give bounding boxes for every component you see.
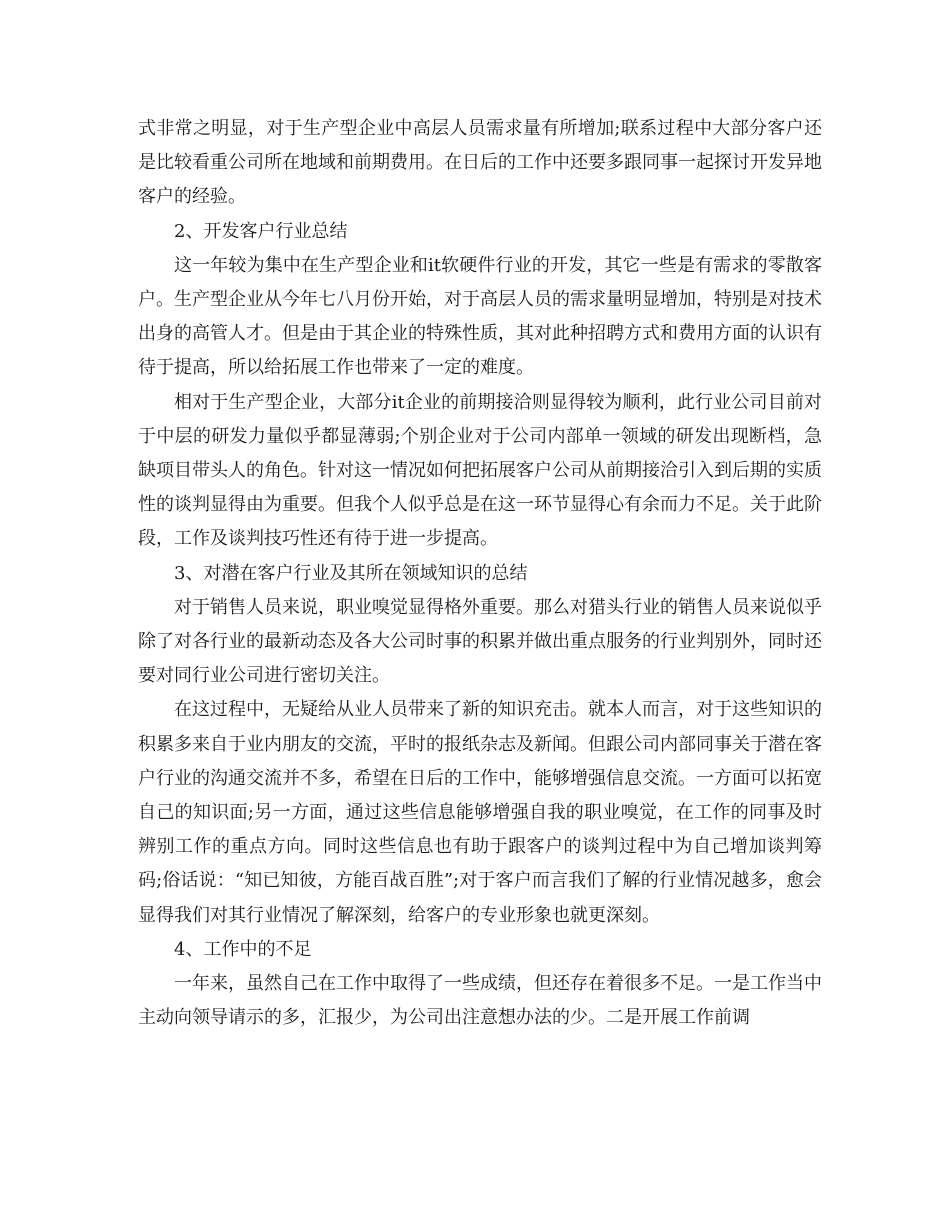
section-heading-2: 2、开发客户行业总结 xyxy=(174,220,348,242)
paragraph-continuation: 式非常之明显，对于生产型企业中高层人员需求量有所增加;联系过程中大部分客户还是比较看重公司所在地域和前期费用。在日后的工作中还要多跟同事一起探讨开发异地客户的经验。 xyxy=(138,118,822,208)
section-heading-4: 4、工作中的不足 xyxy=(174,938,312,960)
paragraph-industry-1: 这一年较为集中在生产型企业和it软硬件行业的开发，其它一些是有需求的零散客户。生产型企业从今年七八月份开始，对于高层人员的需求量明显增加，特别是对技术出身的高管人才。但是由于其企业的特殊性质，其对此种招聘方式和费用方面的认识有待于提高，所以给拓展工作也带来了一定的难度。 xyxy=(138,254,822,379)
section-heading-3: 3、对潜在客户行业及其所在领域知识的总结 xyxy=(174,562,528,584)
document-body xyxy=(138,112,822,1035)
paragraph-knowledge-1: 对于销售人员来说，职业嗅觉显得格外重要。那么对猎头行业的销售人员来说似乎除了对各行业的最新动态及各大公司时事的积累并做出重点服务的行业判别外，同时还要对同行业公司进行密切关注。 xyxy=(138,596,822,687)
paragraph-knowledge-2: 在这过程中，无疑给从业人员带来了新的知识充击。就本人而言，对于这些知识的积累多来自于业内朋友的交流，平时的报纸杂志及新闻。但跟公司内部同事关于潜在客户行业的沟通交流并不多，希望在日后的工作中，能够增强信息交流。一方面可以拓宽自己的知识面;另一方面，通过这些信息能够增强自我的职业嗅觉，在工作的同事及时辨别工作的重点方向。同时这些信息也有助于跟客户的谈判过程中为自己增加谈判筹码;俗话说：“知已知彼，方能百战百胜”;对于客户而言我们了解的行业情况越多，愈会显得我们对其行业情况了解深刻，给客户的专业形象也就更深刻。 xyxy=(138,699,822,926)
paragraph-industry-2: 相对于生产型企业，大部分it企业的前期接洽则显得较为顺利，此行业公司目前对于中层的研发力量似乎都显薄弱;个别企业对于公司内部单一领域的研发出现断档，急缺项目带头人的角色。针对这一情况如何把拓展客户公司从前期接洽引入到后期的实质性的谈判显得由为重要。但我个人似乎总是在这一环节显得心有余而力不足。关于此阶段，工作及谈判技巧性还有待于进一步提高。 xyxy=(138,391,822,550)
paragraph-shortcomings: 一年来，虽然自己在工作中取得了一些成绩，但还存在着很多不足。一是工作当中主动向领导请示的多，汇报少，为公司出注意想办法的少。二是开展工作前调 xyxy=(138,973,822,1029)
